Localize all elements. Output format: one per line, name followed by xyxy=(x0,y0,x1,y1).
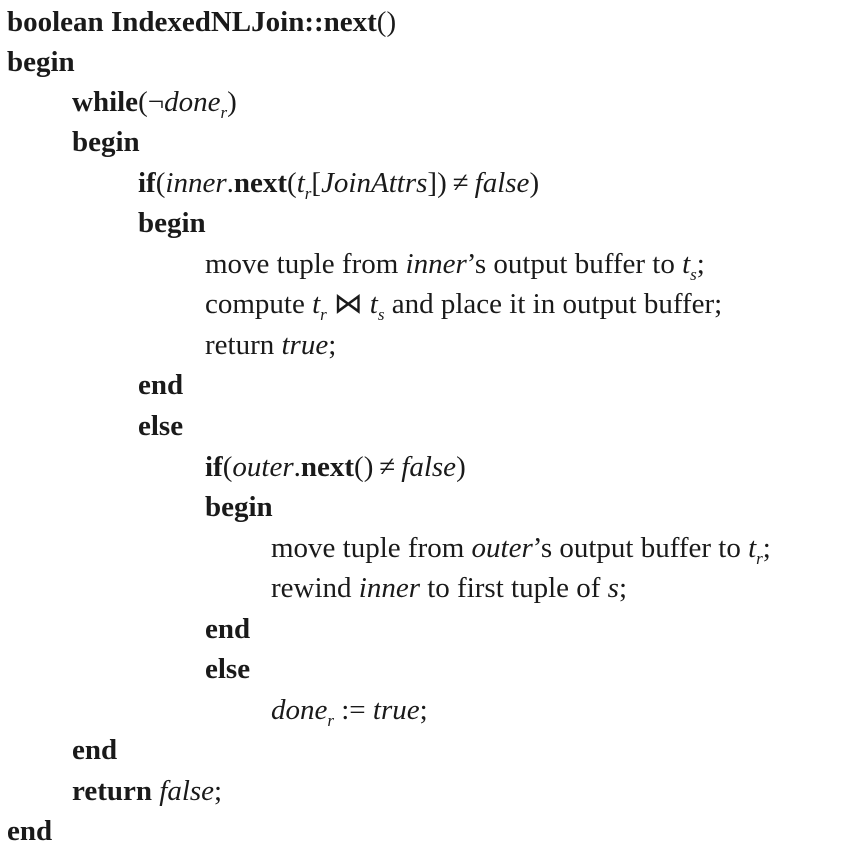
inner-var: inner xyxy=(405,248,467,280)
not-equal-symbol: ≠ xyxy=(452,167,469,199)
return-false-line: return false; xyxy=(72,775,223,807)
done-assign-line: done$_r$ := true; xyxy=(271,694,428,730)
not-equal-symbol: ≠ xyxy=(379,451,396,483)
true-literal: true xyxy=(281,329,329,361)
function-name: IndexedNLJoin::next xyxy=(110,6,377,38)
move-text: move tuple from xyxy=(205,248,406,280)
not-symbol: ¬ xyxy=(147,86,165,118)
done-subscript: r xyxy=(220,103,228,122)
rewind-text: rewind xyxy=(271,572,359,604)
outer-var: outer xyxy=(471,532,533,564)
place-text: and place it in output buffer; xyxy=(384,288,723,320)
return-type: boolean xyxy=(7,6,104,38)
join-symbol: ⋈ xyxy=(333,288,363,320)
move-text: move tuple from xyxy=(271,532,472,564)
rewind-line: rewind inner to first tuple of s; xyxy=(271,572,628,604)
true-literal: true xyxy=(372,694,420,726)
if-keyword: if xyxy=(205,451,223,483)
if-keyword: if xyxy=(138,167,156,199)
return-keyword: return xyxy=(72,775,153,807)
if-end: end xyxy=(138,369,184,401)
t-var: t xyxy=(682,248,691,280)
t-var: t xyxy=(312,288,321,320)
false-literal: false xyxy=(474,167,530,199)
outer-end: end xyxy=(7,815,53,847)
done-var: done xyxy=(271,694,328,726)
t-var: t xyxy=(369,288,378,320)
next-call: next xyxy=(300,451,355,483)
t-subscript: r xyxy=(304,184,312,203)
t-subscript: r xyxy=(756,549,763,568)
if-inner-line: $if(inner.next(t_r[JoinAttrs])$ ≠ false) xyxy=(138,167,540,203)
next-call: next xyxy=(233,167,288,199)
join-attrs: JoinAttrs xyxy=(321,167,428,199)
false-literal: false xyxy=(159,775,215,807)
move-from-inner-line: move tuple from inner’s output buffer to $t_s$; xyxy=(205,248,705,284)
t-var: t xyxy=(296,167,305,199)
return-true-line: return true; xyxy=(205,329,337,361)
inner-var: inner xyxy=(165,167,227,199)
outer-var: outer xyxy=(232,451,294,483)
signature-parens: () xyxy=(376,6,397,38)
move-from-outer-line: move tuple from outer’s output buffer to $t_r$; xyxy=(271,532,771,568)
output-buffer-text: ’s output buffer to xyxy=(466,248,683,280)
first-tuple-text: to first tuple of xyxy=(420,572,608,604)
if-begin: begin xyxy=(138,207,206,239)
outer-begin: begin xyxy=(7,46,75,78)
if-outer-line: if(outer.next() ≠ false) xyxy=(205,451,466,483)
done-subscript: r xyxy=(327,711,334,730)
compute-join-line xyxy=(205,284,722,324)
inner-if-begin: begin xyxy=(205,491,273,523)
t-subscript: s xyxy=(690,265,697,284)
while-line: while(¬done$_r$) xyxy=(72,86,237,122)
assign-symbol: := xyxy=(341,694,366,726)
t-subscript: r xyxy=(320,305,327,324)
t-var: t xyxy=(748,532,757,564)
else-keyword: else xyxy=(138,410,184,442)
compute-text: compute xyxy=(205,288,313,320)
while-begin: begin xyxy=(72,126,140,158)
t-subscript: s xyxy=(377,305,385,324)
inner-else-keyword: else xyxy=(205,653,251,685)
done-var: done xyxy=(164,86,221,118)
inner-var: inner xyxy=(358,572,420,604)
inner-if-end: end xyxy=(205,613,251,645)
false-literal: false xyxy=(401,451,457,483)
while-keyword: while xyxy=(72,86,139,118)
return-text: return xyxy=(205,329,282,361)
s-var: s xyxy=(607,572,619,604)
while-end: end xyxy=(72,734,118,766)
output-buffer-text: ’s output buffer to xyxy=(532,532,749,564)
function-signature xyxy=(7,2,396,42)
